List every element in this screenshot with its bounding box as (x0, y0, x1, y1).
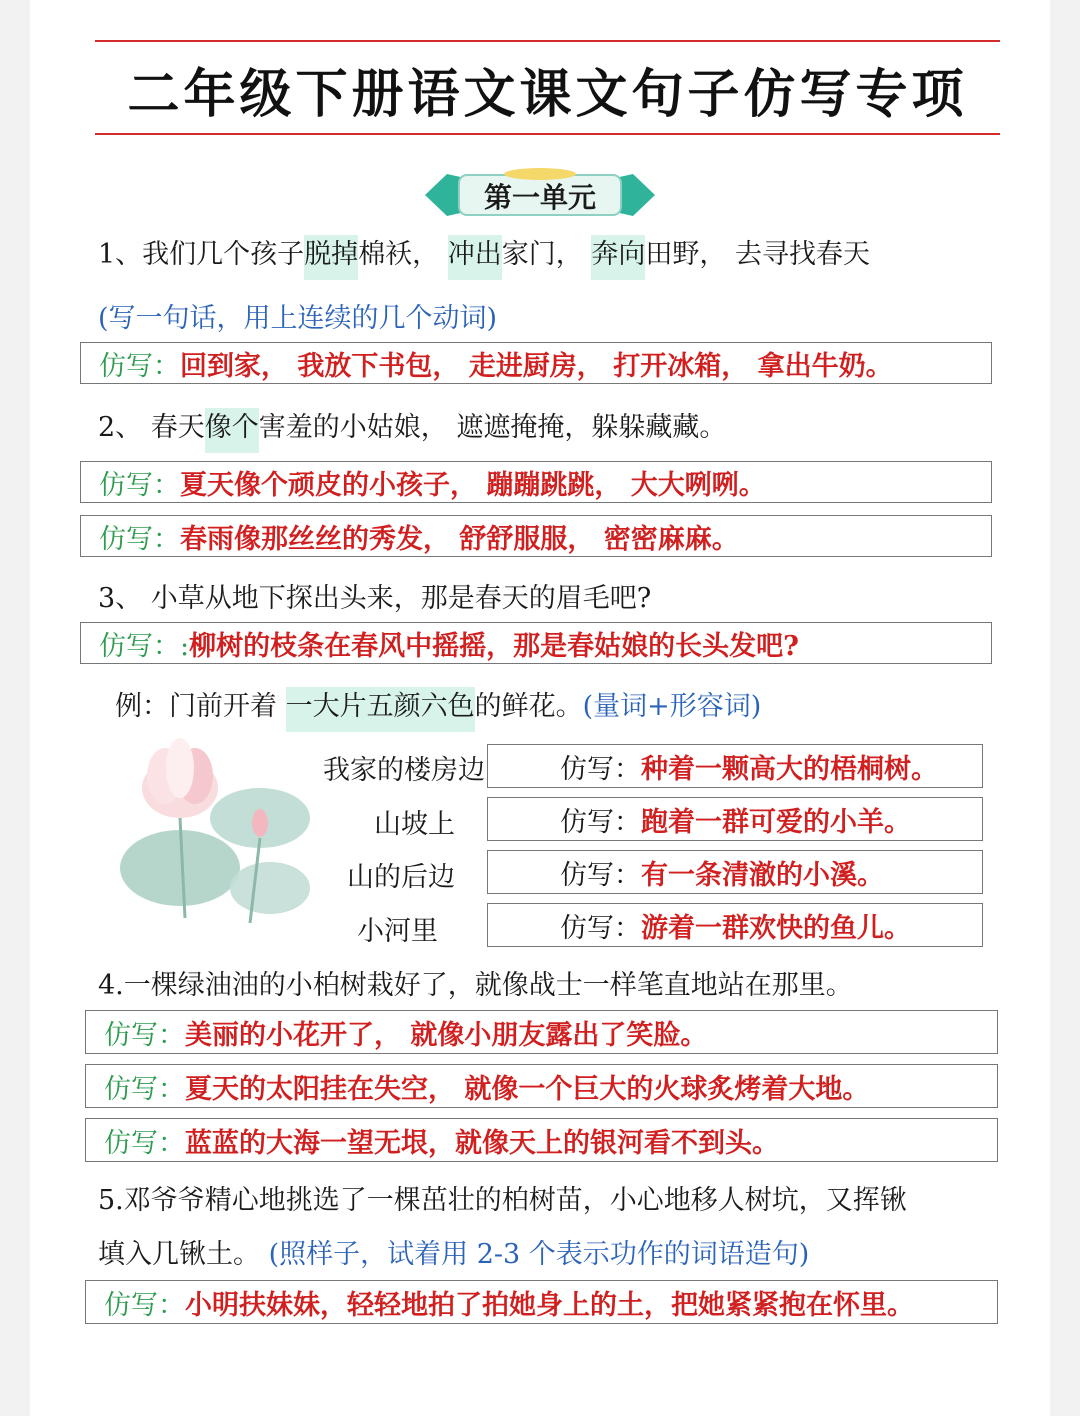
q2-text: 害羞的小姑娘， 遮遮掩掩，躲躲藏藏。 (258, 412, 727, 443)
answer-text: 游着一群欢快的鱼儿。 (641, 912, 911, 944)
q2-sentence (98, 405, 726, 444)
q5-answer-box (85, 1280, 998, 1324)
answer-prefix: 仿写： (560, 753, 641, 785)
q4-answer-box (85, 1064, 998, 1108)
answer-prefix: 仿写： (99, 469, 180, 501)
q2-answer-box (80, 461, 992, 503)
example-place: 山的后边 (347, 862, 455, 893)
answer-text: 蓝蓝的大海一望无垠，就像天上的银河看不到头。 (185, 1127, 779, 1159)
q5-hint: (照样子，试着用 2-3 个表示功作的词语造句) (268, 1239, 810, 1270)
q1-sentence (98, 232, 870, 271)
example-lead: 例：门前开着 (115, 691, 277, 722)
example-tail: 的鲜花。 (474, 691, 583, 722)
answer-prefix: 仿写：: (99, 630, 190, 662)
answer-prefix: 仿写： (99, 350, 180, 382)
example-place: 小河里 (357, 916, 438, 947)
q2-text: 2、 春天 (98, 412, 205, 443)
q5-sentence-line2 (98, 1232, 809, 1271)
q1-verb-1: 脱掉 (304, 235, 358, 280)
q4-answer-box (85, 1010, 998, 1054)
answer-prefix: 仿写： (560, 912, 641, 944)
answer-text: 回到家， 我放下书包， 走进厨房， 打开冰箱， 拿出牛奶。 (180, 350, 893, 382)
q1-text: 棉袄， (358, 239, 448, 270)
answer-prefix: 仿写： (104, 1073, 185, 1105)
answer-prefix: 仿写： (104, 1019, 185, 1051)
q4-sentence: 4.一棵绿油油的小柏树栽好了，就像战士一样笔直地站在那里。 (98, 970, 853, 1001)
top-rule (95, 40, 1000, 42)
unit-badge (425, 168, 655, 222)
q1-text: 家门， (501, 239, 592, 270)
example-answer-box (487, 850, 983, 894)
q1-text: 田野， 去寻找春天 (645, 239, 870, 270)
answer-text: 美丽的小花开了， 就像小朋友露出了笑脸。 (185, 1019, 708, 1051)
q2-highlight: 像个 (205, 408, 259, 453)
bottom-rule (95, 133, 1000, 135)
example-place: 山坡上 (374, 809, 455, 840)
example-place: 我家的楼房边 (323, 755, 485, 786)
answer-text: 夏天的太阳挂在失空， 就像一个巨大的火球炙烤着大地。 (185, 1073, 870, 1105)
example-hint: (量词+形容词) (582, 691, 762, 722)
q3-answer-box (80, 622, 992, 664)
answer-prefix: 仿写： (560, 859, 641, 891)
q1-hint: (写一句话，用上连续的几个动词) (98, 303, 498, 334)
q2-answer-box (80, 515, 992, 557)
answer-prefix: 仿写： (560, 806, 641, 838)
answer-text: 夏天像个顽皮的小孩子， 蹦蹦跳跳， 大大咧咧。 (180, 469, 766, 501)
answer-text: 春雨像那丝丝的秀发， 舒舒服服， 密密麻麻。 (180, 523, 739, 555)
answer-prefix: 仿写： (104, 1127, 185, 1159)
q5-text: 填入几锹土。 (98, 1239, 260, 1270)
page-title: 二年级下册语文课文句子仿写专项 (127, 64, 968, 125)
answer-text: 跑着一群可爱的小羊。 (641, 806, 911, 838)
example-answer-box (487, 903, 983, 947)
answer-prefix: 仿写： (104, 1289, 185, 1321)
q1-verb-3: 奔向 (591, 235, 645, 280)
example-sentence (115, 684, 761, 723)
q1-answer-box (80, 342, 992, 384)
example-answer-box (487, 744, 983, 788)
unit-label: 第一单元 (483, 181, 596, 214)
answer-text: 种着一颗高大的梧桐树。 (641, 753, 938, 785)
answer-text: 有一条清澈的小溪。 (641, 859, 884, 891)
answer-text: 柳树的枝条在春风中摇摇，那是春姑娘的长头发吧? (189, 630, 799, 662)
example-answer-box (487, 797, 983, 841)
q1-verb-2: 冲出 (448, 235, 502, 280)
answer-text: 小明扶妹妹，轻轻地拍了拍她身上的土，把她紧紧抱在怀里。 (185, 1289, 914, 1321)
q4-answer-box (85, 1118, 998, 1162)
q1-text: 1、我们几个孩子 (98, 239, 305, 270)
answer-prefix: 仿写： (99, 523, 180, 555)
q3-sentence: 3、 小草从地下探出头来，那是春天的眉毛吧? (98, 583, 652, 614)
example-highlight: 一大片五颜六色 (286, 687, 475, 732)
q5-sentence-line1: 5.邓爷爷精心地挑选了一棵茁壮的柏树苗，小心地移人树坑，又挥锹 (98, 1185, 907, 1216)
